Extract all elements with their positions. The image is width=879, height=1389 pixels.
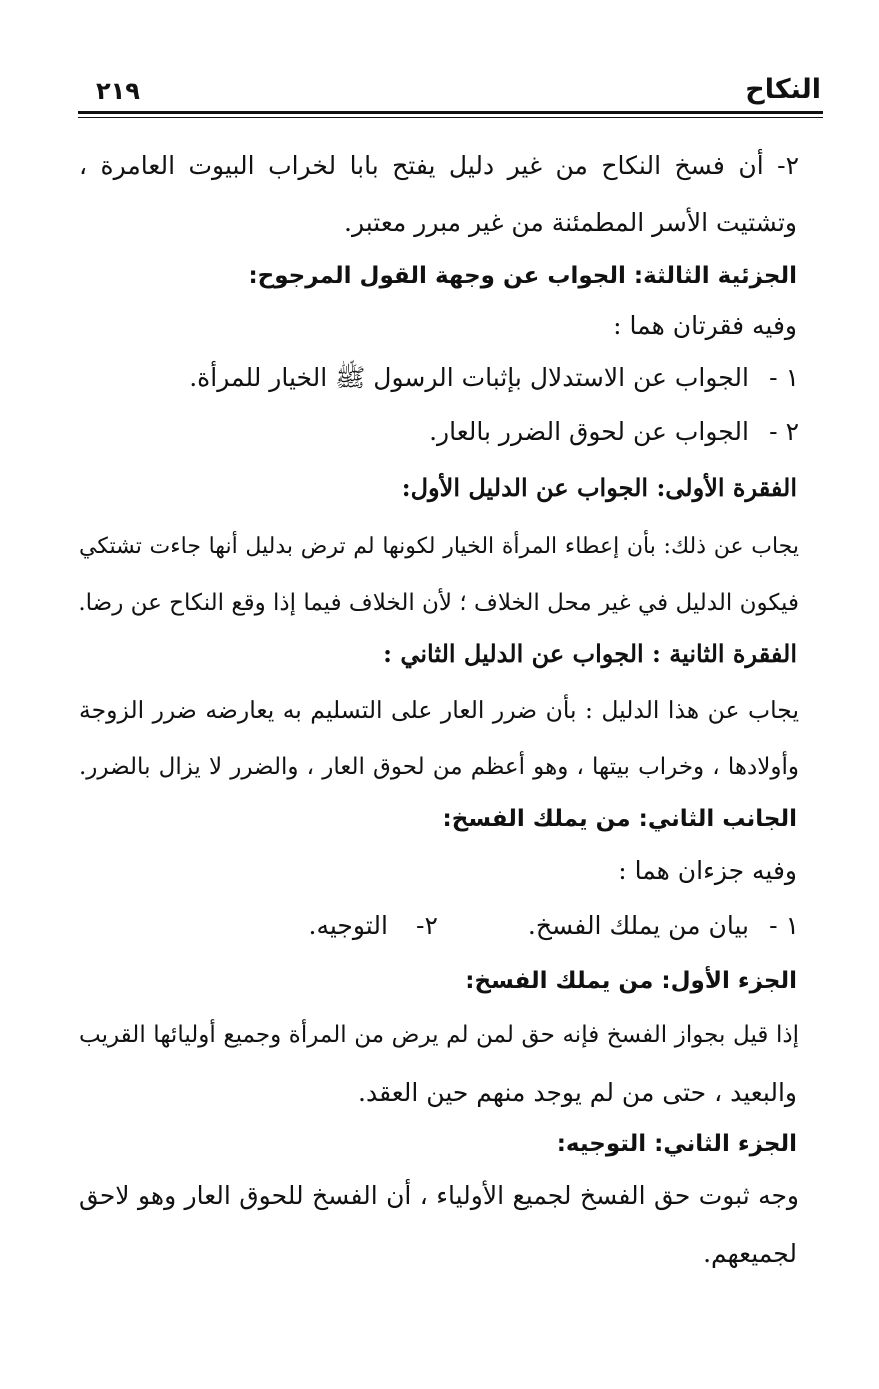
list-number: ٢ - bbox=[769, 417, 799, 446]
paragraph-line: فيكون الدليل في غير محل الخلاف ؛ لأن الخلاف فيما إذا وقع النكاح عن رضا. bbox=[78, 590, 799, 616]
list-item bbox=[79, 412, 799, 452]
paragraph-line: وفيه جزءان هما : bbox=[618, 856, 797, 885]
page-number: ٢١٩ bbox=[96, 77, 140, 105]
page-header bbox=[78, 68, 823, 118]
section-heading: الجزئية الثالثة: الجواب عن وجهة القول المرجوح: bbox=[248, 263, 797, 289]
list-item bbox=[79, 906, 799, 946]
section-heading: الفقرة الثانية : الجواب عن الدليل الثاني : bbox=[383, 639, 797, 668]
paragraph-line: يجاب عن ذلك: بأن إعطاء المرأة الخيار لكونها لم ترض بدليل أنها جاءت تشتكي bbox=[79, 534, 799, 559]
running-title: النكاح bbox=[745, 74, 821, 105]
paragraph-line: يجاب عن هذا الدليل : بأن ضرر العار على التسليم به يعارضه ضرر الزوجة bbox=[79, 696, 799, 724]
paragraph-line: إذا قيل بجواز الفسخ فإنه حق لمن لم يرض من المرأة وجميع أوليائها القريب bbox=[79, 1022, 800, 1048]
list-item-text: الجواب عن الاستدلال بإثبات الرسول ﷺ الخيار للمرأة. bbox=[189, 363, 749, 392]
section-heading: الجزء الثاني: التوجيه: bbox=[556, 1131, 797, 1157]
paragraph-line: والبعيد ، حتى من لم يوجد منهم حين العقد. bbox=[358, 1078, 797, 1107]
list-item-text: التوجيه. bbox=[308, 911, 388, 940]
list-item-text: الجواب عن لحوق الضرر بالعار. bbox=[429, 417, 749, 446]
header-rule-thick bbox=[78, 111, 823, 114]
paragraph-line: وتشتيت الأسر المطمئنة من غير مبرر معتبر. bbox=[344, 208, 797, 237]
list-number: ١ - bbox=[769, 363, 799, 392]
section-heading: الفقرة الأولى: الجواب عن الدليل الأول: bbox=[401, 473, 797, 502]
list-number: ٢- bbox=[416, 911, 438, 940]
paragraph-line: وفيه فقرتان هما : bbox=[613, 311, 797, 340]
paragraph-line: ٢- أن فسخ النكاح من غير دليل يفتح بابا لخراب البيوت العامرة ، bbox=[79, 151, 799, 180]
header-rule-thin bbox=[78, 117, 823, 118]
section-heading: الجزء الأول: من يملك الفسخ: bbox=[465, 968, 797, 994]
list-item-text: بيان من يملك الفسخ. bbox=[527, 911, 749, 940]
paragraph-line: وجه ثبوت حق الفسخ لجميع الأولياء ، أن الفسخ للحوق العار وهو لاحق bbox=[79, 1181, 799, 1210]
paragraph-line: لجميعهم. bbox=[703, 1239, 797, 1268]
list-number: ١ - bbox=[769, 911, 799, 940]
list-item bbox=[79, 358, 799, 398]
section-heading: الجانب الثاني: من يملك الفسخ: bbox=[442, 806, 797, 832]
paragraph-line: وأولادها ، وخراب بيتها ، وهو أعظم من لحوق العار ، والضرر لا يزال بالضرر. bbox=[79, 754, 799, 780]
